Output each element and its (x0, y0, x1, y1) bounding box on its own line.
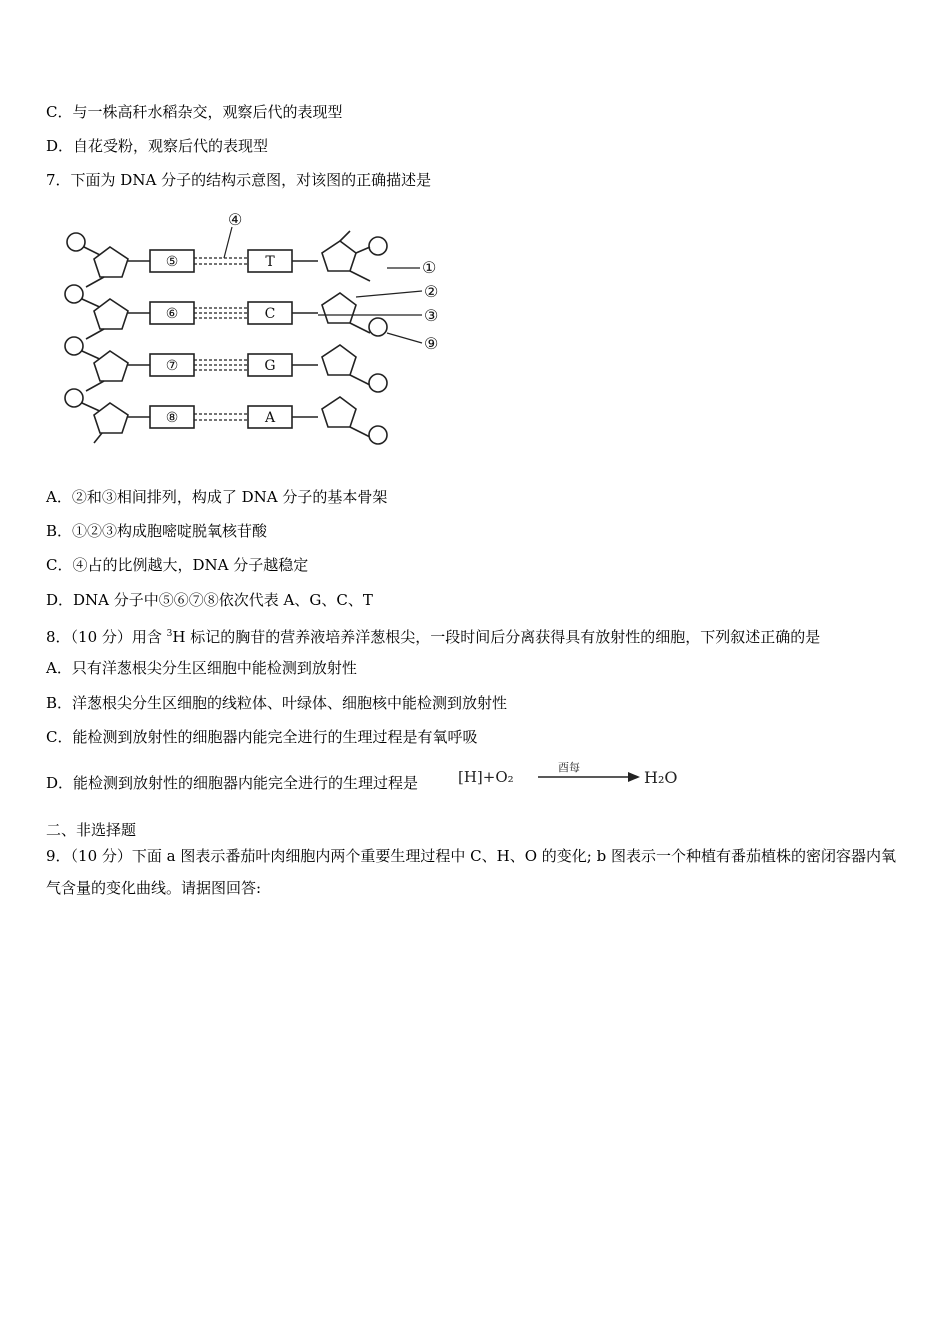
q6-option-d: D．自花受粉，观察后代的表现型 (46, 137, 269, 155)
q8-option-d: D．能检测到放射性的细胞器内能完全进行的生理过程是 (46, 774, 419, 792)
deoxyribose-pentagon (94, 403, 128, 433)
formula-product: H₂O (644, 768, 678, 787)
callout-label: ② (424, 282, 439, 301)
phosphate-circle (67, 233, 85, 251)
section-heading: 二、非选择题 (46, 821, 137, 839)
base-label-left: ⑦ (165, 358, 179, 374)
phosphate-circle (65, 285, 83, 303)
q6-option-c: C．与一株高秆水稻杂交，观察后代的表现型 (46, 103, 343, 121)
deoxyribose-pentagon (94, 351, 128, 381)
phosphate-circle (369, 426, 387, 444)
q8-stem (46, 624, 820, 647)
base-label-left: ⑥ (165, 306, 179, 322)
base-label-right: A (264, 410, 276, 426)
deoxyribose-pentagon (94, 299, 128, 329)
base-label-left: ⑤ (165, 254, 179, 270)
q8-stem-rest: H 标记的胸苷的营养液培养洋葱根尖，一段时间后分离获得具有放射性的细胞，下列叙述正确的是 (172, 628, 821, 646)
dna-structure-diagram (56, 205, 456, 457)
arrow-head-icon (628, 772, 640, 782)
base-label-right: C (264, 306, 276, 322)
base-label-right: T (265, 254, 275, 270)
deoxyribose-pentagon (322, 293, 356, 323)
q7-option-b: B．①②③构成胞嘧啶脱氧核苷酸 (46, 522, 268, 540)
q9-stem: 9．（10 分）下面 a 图表示番茄叶肉细胞内两个重要生理过程中 C、H、O 的变化; b 图表示一个种植有番茄植株的密闭容器内氧气含量的变化曲线。请据图回答: (46, 847, 896, 897)
q7-option-c: C．④占的比例越大，DNA 分子越稳定 (46, 556, 309, 574)
q7-stem: 7．下面为 DNA 分子的结构示意图，对该图的正确描述是 (46, 171, 432, 189)
phosphate-circle (369, 237, 387, 255)
phosphate-circle (369, 374, 387, 392)
callout-label: ④ (228, 210, 243, 229)
phosphate-circle (65, 337, 83, 355)
callout-label: ⑨ (424, 334, 439, 353)
phosphate-circle (65, 389, 83, 407)
callout-label: ③ (424, 306, 439, 325)
deoxyribose-pentagon (322, 397, 356, 427)
base-label-left: ⑧ (165, 410, 179, 426)
base-label-right: G (264, 358, 276, 374)
q8-stem-prefix: 8．（10 分）用含 (46, 628, 167, 646)
q8-stem-superscript: 3 (166, 629, 173, 639)
q7-option-d: D．DNA 分子中⑤⑥⑦⑧依次代表 A、G、C、T (46, 591, 373, 609)
formula-enzyme: 酉每 (558, 761, 580, 774)
deoxyribose-pentagon (322, 241, 356, 271)
deoxyribose-pentagon (94, 247, 128, 277)
q7-option-a: A．②和③相间排列，构成了 DNA 分子的基本骨架 (46, 488, 388, 506)
q8-option-c: C．能检测到放射性的细胞器内能完全进行的生理过程是有氧呼吸 (46, 728, 478, 746)
q8-option-b: B．洋葱根尖分生区细胞的线粒体、叶绿体、细胞核中能检测到放射性 (46, 694, 508, 712)
phosphate-circle (369, 318, 387, 336)
q8-option-a: A．只有洋葱根尖分生区细胞中能检测到放射性 (46, 659, 357, 677)
callout-label: ① (422, 258, 437, 277)
deoxyribose-pentagon (322, 345, 356, 375)
formula-reactants: [H]+O₂ (458, 768, 514, 786)
reaction-formula (458, 760, 698, 792)
